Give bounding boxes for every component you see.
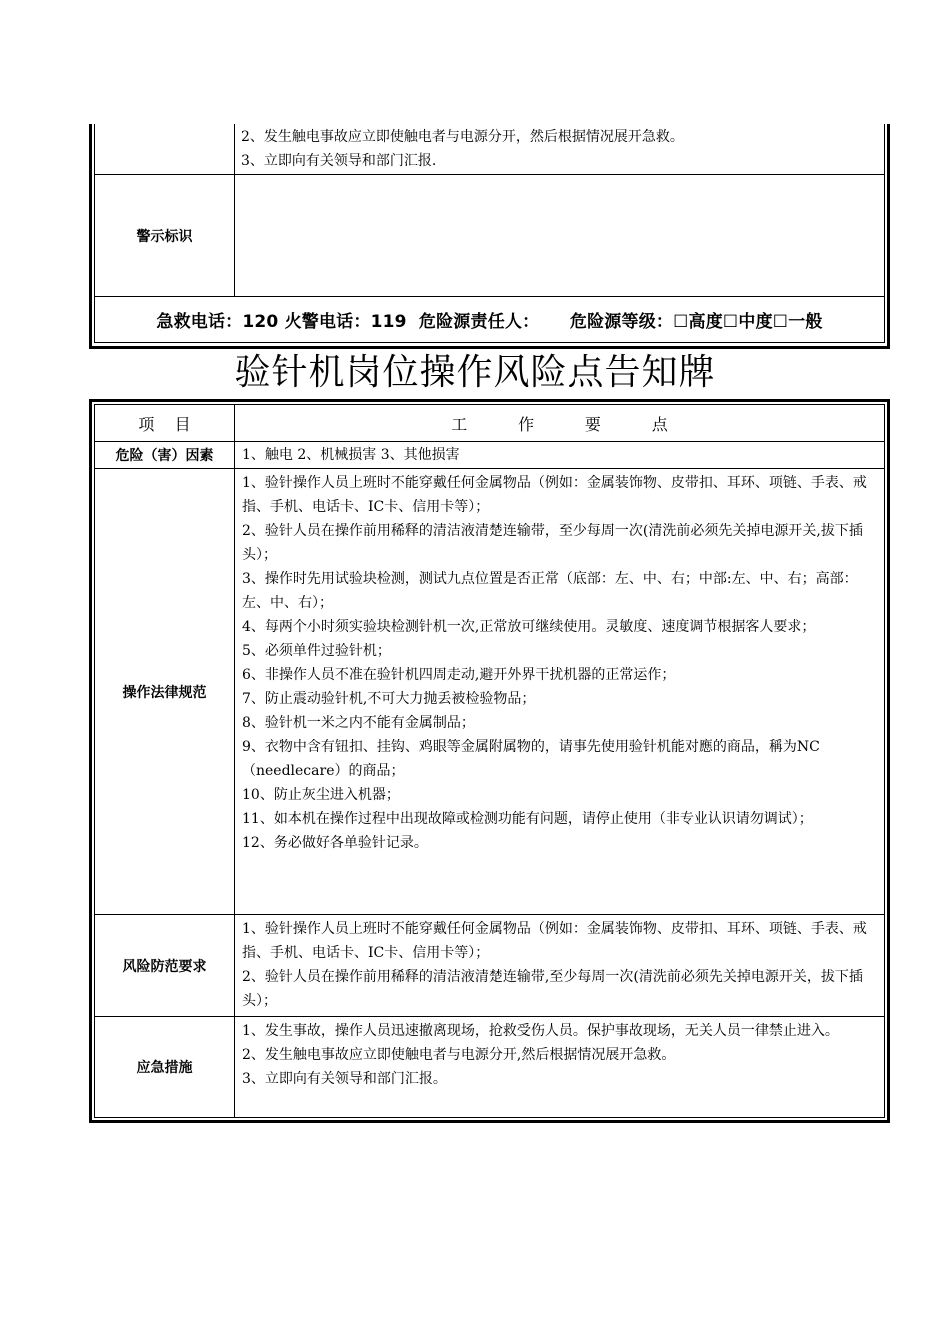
table-header-row <box>95 405 884 442</box>
row-content <box>235 1017 884 1117</box>
page-title: 验针机岗位操作风险点告知牌 <box>234 352 716 393</box>
row-line: 2、验针人员在操作前用稀释的清洁液清楚连输带,至少每周一次(清洗前必须先关掉电源开关，拔下插头）； <box>242 969 863 1009</box>
row-content <box>235 915 884 1016</box>
continued-emergency-row <box>95 124 884 174</box>
row-line: 9、衣物中含有钮扣、挂钩、鸡眼等金属附属物的，请事先使用验针机能对應的商品，稱为NC（needlecare）的商品； <box>242 739 820 779</box>
row-line: 2、验针人员在操作前用稀释的清洁液清楚连输带，至少每周一次(清洗前必须先关掉电源开关,拔下插头）； <box>242 523 863 563</box>
row-line: 7、防止震动验针机,不可大力抛丢被检验物品； <box>242 691 536 707</box>
row-line: 1、验针操作人员上班时不能穿戴任何金属物品（例如：金属装饰物、皮带扣、耳环、项链、手表、戒指、手机、电话卡、IC卡、信用卡等）； <box>242 921 867 961</box>
row-line: 10、防止灰尘进入机器； <box>242 787 400 803</box>
row-line: 4、每两个小时须实验块检测针机一次,正常放可继续使用。灵敏度、速度调节根据客人要求； <box>242 619 816 635</box>
row-label: 应急措施 <box>95 1017 235 1117</box>
warning-sign-label: 警示标识 <box>95 175 235 296</box>
emergency-contact-line <box>95 296 884 342</box>
row-label: 操作法律规范 <box>95 469 235 914</box>
top-table-inner <box>94 124 885 343</box>
row-line: 6、非操作人员不准在验针机四周走动,避开外界干扰机器的正常运作； <box>242 667 676 683</box>
continued-row-label <box>95 124 235 174</box>
continued-line: 2、发生触电事故应立即使触电者与电源分开，然后根据情况展开急救。 <box>241 129 684 145</box>
row-line: 1、发生事故，操作人员迅速撤离现场，抢救受伤人员。保护事故现场，无关人员一律禁止进入。 <box>242 1023 839 1039</box>
table-row-hazard-factors <box>95 442 884 469</box>
row-label: 危险（害）因素 <box>95 442 235 468</box>
risk-notice-table <box>89 399 890 1123</box>
row-line: 1、验针操作人员上班时不能穿戴任何金属物品（例如：金属装饰物、皮带扣、耳环、项链、手表、戒指、手机、电话卡、IC卡、信用卡等）； <box>242 475 867 515</box>
row-line: 5、必须单件过验针机； <box>242 643 391 659</box>
row-label: 风险防范要求 <box>95 915 235 1016</box>
emergency-contact-text: 急救电话：120 火警电话：119 危险源责任人： 危险源等级：☐高度☐中度☐一般 <box>156 312 823 332</box>
table-row-emergency-measures <box>95 1017 884 1117</box>
warning-sign-content <box>235 175 884 296</box>
row-line: 8、验针机一米之内不能有金属制品； <box>242 715 475 731</box>
row-line: 3、立即向有关领导和部门汇报。 <box>242 1071 447 1087</box>
row-content <box>235 442 884 468</box>
table-row-operating-rules <box>95 469 884 915</box>
warning-sign-row <box>95 174 884 296</box>
row-line: 2、发生触电事故应立即使触电者与电源分开,然后根据情况展开急救。 <box>242 1047 676 1063</box>
top-risk-table-continued <box>89 124 890 349</box>
row-line: 1、触电 2、机械损害 3、其他损害 <box>242 447 460 463</box>
table-row-risk-prevention <box>95 915 884 1017</box>
row-line: 3、操作时先用试验块检测，测试九点位置是否正常（底部：左、中、右；中部:左、中、右；高部：左、中、右）； <box>242 571 858 611</box>
header-item: 项 目 <box>95 405 235 441</box>
continued-line: 3、立即向有关领导和部门汇报. <box>241 153 437 169</box>
continued-row-content <box>235 124 884 174</box>
header-work-points: 工 作 要 点 <box>451 414 668 434</box>
risk-notice-table-inner <box>94 404 885 1118</box>
row-line: 12、务必做好各单验针记录。 <box>242 835 428 851</box>
row-content <box>235 469 884 914</box>
row-line: 11、如本机在操作过程中出现故障或检测功能有问题，请停止使用（非专业认识请勿调试）； <box>242 811 813 827</box>
